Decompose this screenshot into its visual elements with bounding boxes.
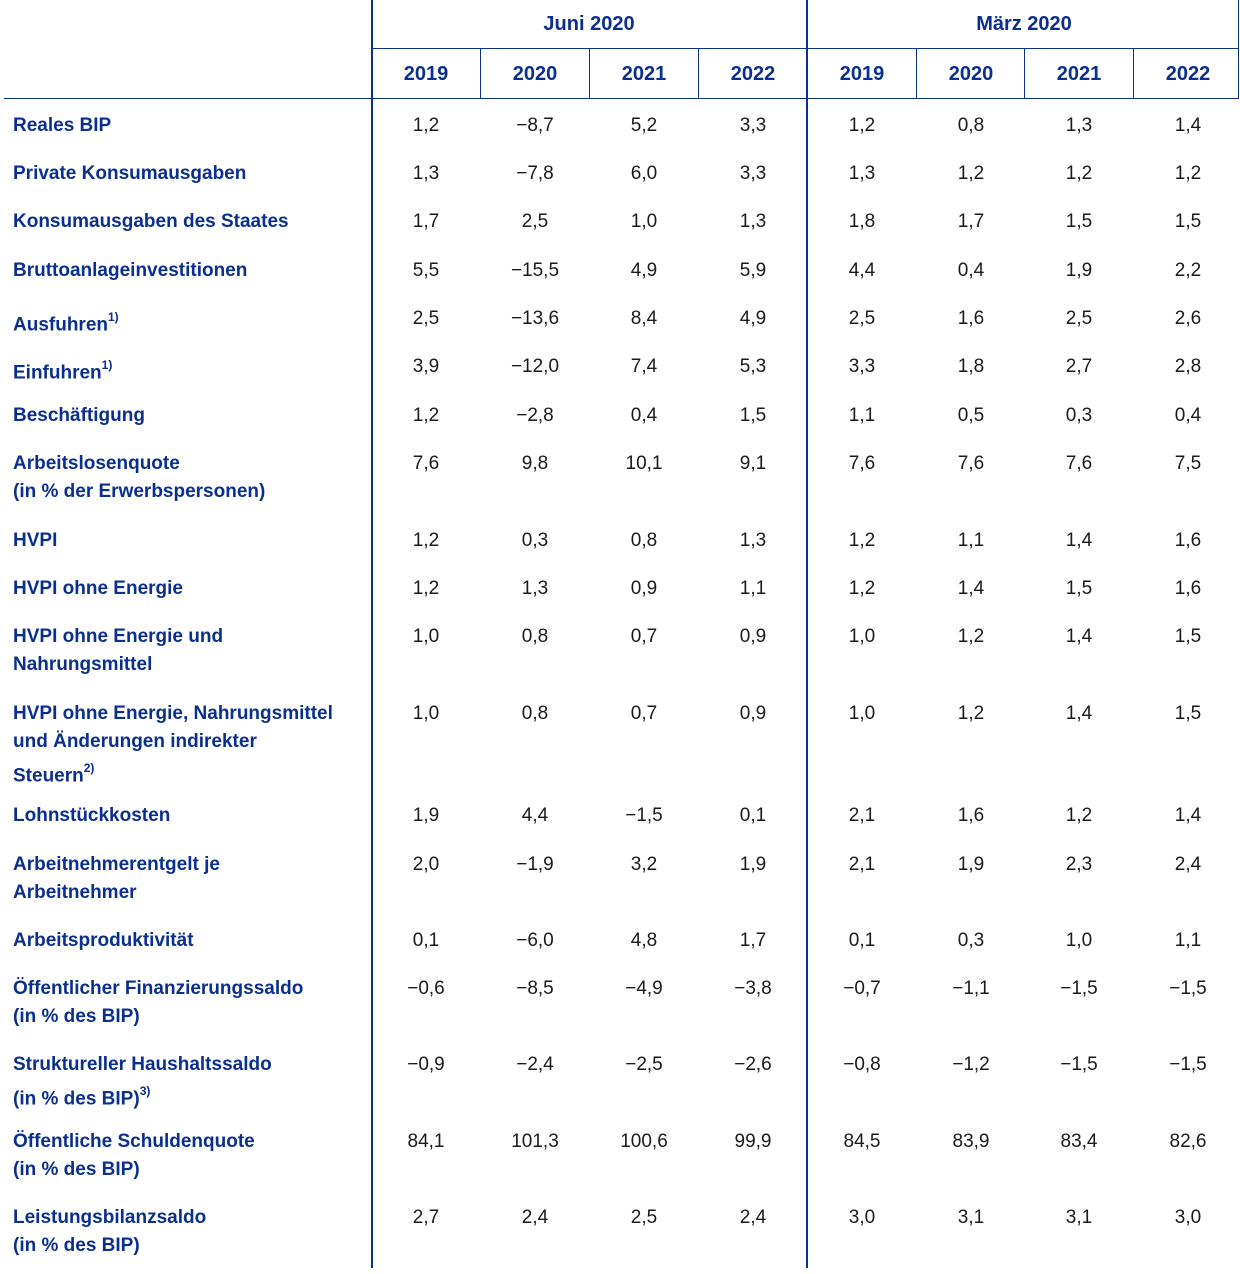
table-cell: −7,8 [516,163,554,184]
table-cell: 3,0 [848,1207,876,1228]
footnote-marker: 1) [108,310,119,324]
row-label-text: HVPI [13,530,58,551]
row-label [13,450,368,506]
row-label [13,353,368,387]
table-cell: 1,3 [1065,115,1093,136]
table-cell: 1,1 [1174,930,1202,951]
table-cell: 1,0 [412,703,440,724]
row-label [13,575,368,603]
row-label-text: Private Konsumausgaben [13,163,247,184]
table-cell: 0,5 [957,405,985,426]
table-cell: 82,6 [1169,1131,1207,1152]
table-cell: −1,5 [1169,978,1207,999]
row-label-text: (in % der Erwerbspersonen) [13,481,266,502]
table-cell: 5,2 [630,115,658,136]
row-label [13,802,368,830]
row-label-text: Nahrungsmittel [13,654,153,675]
row-label-text: HVPI ohne Energie [13,578,183,599]
table-cell: 1,3 [521,578,549,599]
table-cell: 2,7 [412,1207,440,1228]
row-label [13,700,368,790]
table-cell: 1,9 [1065,260,1093,281]
header-rule [4,98,1239,99]
year-header: 2022 [1165,62,1211,85]
row-label [13,1204,368,1260]
table-cell: −1,1 [952,978,990,999]
year-header: 2021 [621,62,667,85]
table-cell: 7,4 [630,356,658,377]
table-cell: 2,1 [848,805,876,826]
table-cell: 1,7 [957,211,985,232]
table-cell: 4,4 [521,805,549,826]
row-label-text: HVPI ohne Energie und [13,626,224,647]
year-divider [1133,49,1134,99]
row-label-text: Einfuhren [13,362,102,384]
table-cell: 3,2 [630,854,658,875]
table-cell: 1,0 [412,626,440,647]
table-cell: 1,8 [848,211,876,232]
row-label-text: und Änderungen indirekter [13,731,257,752]
year-header: 2022 [730,62,776,85]
footnote-marker: 3) [139,1084,151,1098]
table-cell: 1,0 [1065,930,1093,951]
table-cell: 3,3 [739,163,767,184]
table-cell: 1,3 [848,163,876,184]
table-cell: 1,1 [739,578,767,599]
table-cell: 84,5 [843,1131,881,1152]
table-cell: 9,8 [521,453,549,474]
table-cell: 1,4 [1174,805,1202,826]
table-cell: 4,9 [630,260,658,281]
table-cell: 1,6 [957,805,985,826]
row-label [13,623,368,679]
row-label [13,305,368,339]
table-cell: 0,7 [630,626,658,647]
table-cell: 7,6 [848,453,876,474]
table-cell: 2,5 [412,308,440,329]
table-cell: −2,8 [516,405,554,426]
table-cell: 1,7 [739,930,767,951]
table-cell: 1,4 [1065,703,1093,724]
table-cell: 4,8 [630,930,658,951]
table-cell: −2,5 [625,1054,663,1075]
table-cell: 5,5 [412,260,440,281]
table-cell: 1,2 [1065,163,1093,184]
table-cell: 0,8 [957,115,985,136]
table-cell: 2,2 [1174,260,1202,281]
table-cell: 1,2 [412,578,440,599]
table-cell: 3,1 [1065,1207,1093,1228]
table-cell: 1,0 [848,626,876,647]
table-cell: 3,0 [1174,1207,1202,1228]
row-label-text: Leistungsbilanzsaldo [13,1207,207,1228]
table-cell: 5,3 [739,356,767,377]
row-label [13,851,368,907]
table-cell: 1,4 [1174,115,1202,136]
table-cell: 8,4 [630,308,658,329]
table-cell: 3,9 [412,356,440,377]
table-cell: 0,9 [739,626,767,647]
row-label-text: (in % des BIP) [13,1006,140,1027]
table-cell: −1,5 [1060,1054,1098,1075]
table-cell: 1,0 [630,211,658,232]
row-label-text: Konsumausgaben des Staates [13,211,289,232]
table-cell: 1,5 [1065,211,1093,232]
row-label-text: Beschäftigung [13,405,145,426]
year-divider [589,49,590,99]
table-cell: 1,9 [739,854,767,875]
table-cell: 2,3 [1065,854,1093,875]
table-cell: 83,4 [1060,1131,1098,1152]
table-cell: 2,5 [630,1207,658,1228]
table-cell: 7,6 [412,453,440,474]
table-cell: 2,1 [848,854,876,875]
table-cell: −4,9 [625,978,663,999]
table-cell: −15,5 [510,260,560,281]
table-cell: 1,5 [1174,211,1202,232]
table-cell: 10,1 [625,453,663,474]
row-label [13,257,368,285]
row-label-text: (in % des BIP) [13,1088,140,1110]
table-cell: 1,2 [848,578,876,599]
table-cell: 2,8 [1174,356,1202,377]
row-label-text: HVPI ohne Energie, Nahrungsmittel [13,703,333,724]
table-cell: 1,7 [412,211,440,232]
row-label [13,112,368,140]
table-cell: 1,4 [957,578,985,599]
row-label-text: Reales BIP [13,115,112,136]
table-cell: 0,8 [521,626,549,647]
table-cell: 1,6 [1174,578,1202,599]
year-divider [698,49,699,99]
table-cell: 99,9 [734,1131,772,1152]
table-cell: 1,4 [1065,626,1093,647]
table-cell: 1,5 [739,405,767,426]
table-cell: 3,1 [957,1207,985,1228]
table-cell: 1,1 [848,405,876,426]
table-cell: 1,3 [739,530,767,551]
table-cell: 7,6 [1065,453,1093,474]
row-label-text: (in % des BIP) [13,1235,140,1256]
header-rule [371,48,1239,49]
table-cell: 2,4 [1174,854,1202,875]
row-label-text: Steuern [13,765,84,787]
table-cell: 4,9 [739,308,767,329]
table-cell: 1,1 [957,530,985,551]
table-cell: −3,8 [734,978,772,999]
year-header: 2019 [403,62,449,85]
table-cell: 1,4 [1065,530,1093,551]
table-cell: 1,6 [1174,530,1202,551]
table-cell: −1,5 [1060,978,1098,999]
table-cell: 0,1 [412,930,440,951]
table-cell: 2,5 [1065,308,1093,329]
table-cell: −1,9 [516,854,554,875]
table-cell: 0,4 [957,260,985,281]
year-divider [1238,49,1239,99]
year-divider [480,49,481,99]
row-label-text: (in % des BIP) [13,1159,140,1180]
year-header: 2020 [948,62,994,85]
table-cell: 1,3 [412,163,440,184]
table-cell: 2,4 [521,1207,549,1228]
table-cell: 101,3 [511,1131,559,1152]
table-cell: −0,8 [843,1054,881,1075]
table-cell: 0,4 [630,405,658,426]
table-cell: −8,7 [516,115,554,136]
table-cell: 2,4 [739,1207,767,1228]
row-label-text: Arbeitnehmer [13,882,137,903]
row-label [13,402,368,430]
table-cell: 1,5 [1065,578,1093,599]
year-header: 2020 [512,62,558,85]
row-label [13,1051,368,1113]
table-cell: 0,7 [630,703,658,724]
table-cell: 3,3 [848,356,876,377]
row-label-text: Arbeitsproduktivität [13,930,194,951]
table-cell: 1,0 [848,703,876,724]
footnote-marker: 2) [83,761,95,775]
table-cell: 0,8 [521,703,549,724]
row-label [13,208,368,236]
header-maerz-2020: März 2020 [976,12,1072,35]
table-cell: 1,9 [957,854,985,875]
row-label [13,927,368,955]
row-label-text: Struktureller Haushaltssaldo [13,1054,272,1075]
table-cell: −2,6 [734,1054,772,1075]
table-cell: 0,3 [957,930,985,951]
table-cell: 2,5 [521,211,549,232]
row-label [13,160,368,188]
row-label-text: Bruttoanlageinvestitionen [13,260,248,281]
table-cell: 9,1 [739,453,767,474]
table-cell: −0,7 [843,978,881,999]
table-cell: 2,0 [412,854,440,875]
table-cell: 6,0 [630,163,658,184]
table-cell: 2,5 [848,308,876,329]
table-cell: 0,1 [848,930,876,951]
table-cell: 1,9 [412,805,440,826]
row-label-text: Öffentlicher Finanzierungssaldo [13,978,304,999]
row-label-text: Lohnstückkosten [13,805,171,826]
table-cell: 1,2 [848,115,876,136]
table-cell: 1,2 [957,163,985,184]
table-cell: 5,9 [739,260,767,281]
table-cell: 0,4 [1174,405,1202,426]
year-divider [916,49,917,99]
table-cell: 0,1 [739,805,767,826]
table-cell: 1,5 [1174,703,1202,724]
table-cell: −2,4 [516,1054,554,1075]
row-label [13,975,368,1031]
table-cell: 1,2 [957,703,985,724]
table-cell: 0,9 [739,703,767,724]
table-cell: 0,3 [521,530,549,551]
table-cell: −8,5 [516,978,554,999]
year-header: 2021 [1056,62,1102,85]
row-label-text: Öffentliche Schuldenquote [13,1131,255,1152]
table-cell: 1,2 [412,405,440,426]
column-divider [1238,0,1239,48]
table-cell: 1,6 [957,308,985,329]
table-cell: 1,2 [412,530,440,551]
table-cell: 4,4 [848,260,876,281]
table-cell: 100,6 [620,1131,668,1152]
footnote-marker: 1) [101,358,113,372]
table-cell: 83,9 [952,1131,990,1152]
year-header: 2019 [839,62,885,85]
table-cell: 0,3 [1065,405,1093,426]
table-cell: 0,9 [630,578,658,599]
table-cell: −1,2 [952,1054,990,1075]
table-cell: 84,1 [407,1131,445,1152]
table-cell: −12,0 [510,356,560,377]
table-cell: 1,2 [957,626,985,647]
table-cell: −0,9 [407,1054,445,1075]
table-cell: −0,6 [407,978,445,999]
year-divider [1024,49,1025,99]
table-cell: −13,6 [510,308,560,329]
row-label-text: Ausfuhren [13,314,108,336]
table-cell: 7,6 [957,453,985,474]
table-cell: 1,2 [1065,805,1093,826]
table-cell: 1,8 [957,356,985,377]
table-cell: 2,7 [1065,356,1093,377]
table-cell: 1,5 [1174,626,1202,647]
table-cell: 7,5 [1174,453,1202,474]
row-label [13,1128,368,1184]
row-label [13,527,368,555]
table-cell: −6,0 [516,930,554,951]
table-cell: 0,8 [630,530,658,551]
table-cell: 1,2 [412,115,440,136]
table-cell: −1,5 [1169,1054,1207,1075]
table-cell: 1,2 [848,530,876,551]
table-cell: 3,3 [739,115,767,136]
table-cell: −1,5 [625,805,663,826]
header-juni-2020: Juni 2020 [543,12,635,35]
table-cell: 1,3 [739,211,767,232]
table-cell: 2,6 [1174,308,1202,329]
table-cell: 1,2 [1174,163,1202,184]
row-label-text: Arbeitslosenquote [13,453,180,474]
row-label-text: Arbeitnehmerentgelt je [13,854,220,875]
